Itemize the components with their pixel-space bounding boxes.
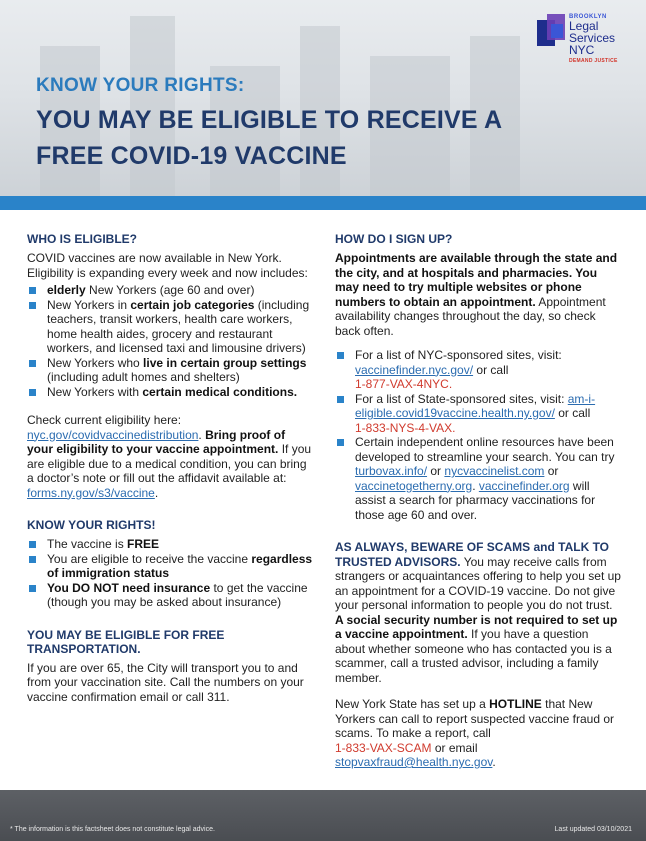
eligibility-intro: COVID vaccines are now available in New York. Eligibility is expanding every week and now includes: [27,251,308,280]
headline-line-2: FREE COVID-19 VACCINE [36,142,347,170]
section-know-your-rights [27,518,313,610]
state-eligibility-link[interactable]: am-i-eligible.covid19vaccine.health.ny.gov/ [355,391,596,420]
scams-heading: AS ALWAYS, BEWARE OF SCAMS and TALK TO TRUSTED ADVISORS. [335,540,610,569]
logo-line1: Legal [569,19,599,33]
eligibility-list [27,283,313,399]
rights-list [27,537,313,610]
list-item: New Yorkers with certain medical conditions. [27,385,313,400]
list-item: New Yorkers in certain job categories (including teachers, transit workers, health care workers, home health aides, grocery and restaurant workers, and licensed taxi and limousine drivers) [27,298,313,356]
legal-disclaimer: * The information is this factsheet does not constitute legal advice. [10,826,215,833]
section-heading: KNOW YOUR RIGHTS! [27,518,156,532]
transportation-body: If you are over 65, the City will transport you to and from your vaccination site. Call the numbers on your vaccine confirmation email or call 311. [27,660,304,704]
vaccinefinder-org-link[interactable]: vaccinefinder.org [478,478,570,493]
page-title [36,74,596,174]
signup-list [335,348,621,522]
signup-intro: Appointments are available through the state and the city, and at hospitals and pharmacies. You may need to try multiple websites or phone numbers to obtain an appointment. Appointment availability changes throughout the day, so check back often. [335,251,618,338]
list-item: The vaccine is FREE [27,537,313,552]
nycvaccinelist-link[interactable]: nycvaccinelist.com [444,464,545,478]
state-phone: 1-833-NYS-4-VAX. [355,420,456,435]
affidavit-link[interactable]: forms.ny.gov/s3/vaccine [27,485,155,500]
footer [0,790,646,841]
section-beware-scams [335,540,621,770]
section-transportation [27,628,313,705]
scams-paragraph: AS ALWAYS, BEWARE OF SCAMS and TALK TO TRUSTED ADVISORS. You may receive calls from strangers or acquaintances offering to help you set up an appointment for a COVID-19 vaccine. Do not give your personal information to people you do not trust. A social security number is not required to set up a vaccine appointment. If you have a question about whether someone who has contacted you is a scammer, call a trusted advisor, including a family member. [335,540,621,685]
check-eligibility-paragraph: Check current eligibility here: nyc.gov/covidvaccinedistribution. Bring proof of your eligibility to your vaccine appointment. If you are eligible due to a medical condition, you can bring a doctor’s note or fill out the affidavit available at: forms.ny.gov/s3/vaccine. [27,413,312,500]
list-item: For a list of State-sponsored sites, visit: am-i-eligible.covid19vaccine.health.ny.gov/ or call 1-833-NYS-4-VAX. [335,392,621,436]
header-banner [0,0,646,196]
hotline-paragraph: New York State has set up a HOTLINE that New Yorkers can call to report suspected vaccine fraud or scams. To make a report, call 1-833-VAX-SCAM or email stopvaxfraud@health.nyc.gov. [335,697,615,769]
left-column [27,232,313,722]
section-who-is-eligible [27,232,313,500]
stopvaxfraud-email-link[interactable]: stopvaxfraud@health.nyc.gov [335,755,493,769]
list-item: New Yorkers who live in certain group settings (including adult homes and shelters) [27,356,313,385]
section-how-do-i-sign-up [335,232,621,522]
section-heading: HOW DO I SIGN UP? [335,232,453,246]
logo-line2: Services NYC [569,31,616,57]
logo-mark-icon [537,12,567,48]
logo-small-text: BROOKLYN [569,14,607,20]
vaccinetogetherny-link[interactable]: vaccinetogetherny.org [355,478,473,493]
bls-nyc-logo [537,12,637,64]
nyc-phone: 1-877-VAX-4NYC. [355,377,453,391]
title-kicker: KNOW YOUR RIGHTS: [36,75,245,96]
section-heading: YOU MAY BE ELIGIBLE FOR FREE TRANSPORTATION. [27,627,225,656]
logo-tagline: DEMAND JUSTICE [569,58,618,64]
list-item: Certain independent online resources have been developed to streamline your search. You can try turbovax.info/ or nycvaccinelist.com or vaccinetogetherny.org. vaccinefinder.org will assist a search for pharmacy vaccinations for those age 60 and over. [335,435,621,522]
scam-hotline-phone: 1-833-VAX-SCAM [335,740,432,755]
list-item: For a list of NYC-sponsored sites, visit: vaccinefinder.nyc.gov/ or call 1-877-VAX-4NYC. [335,348,621,392]
nyc-vaccinefinder-link[interactable]: vaccinefinder.nyc.gov/ [355,362,474,377]
accent-stripe [0,196,646,210]
eligibility-link[interactable]: nyc.gov/covidvaccinedistribution [27,427,199,442]
list-item: You DO NOT need insurance to get the vaccine (though you may be asked about insurance) [27,581,313,610]
last-updated: Last updated 03/10/2021 [554,826,632,833]
list-item: elderly New Yorkers (age 60 and over) [27,283,313,298]
title-headline [36,102,596,174]
right-column [335,232,621,788]
list-item: You are eligible to receive the vaccine regardless of immigration status [27,552,313,581]
turbovax-link[interactable]: turbovax.info/ [355,464,428,478]
headline-line-1: YOU MAY BE ELIGIBLE TO RECEIVE A [36,106,503,134]
section-heading: WHO IS ELIGIBLE? [27,232,137,246]
